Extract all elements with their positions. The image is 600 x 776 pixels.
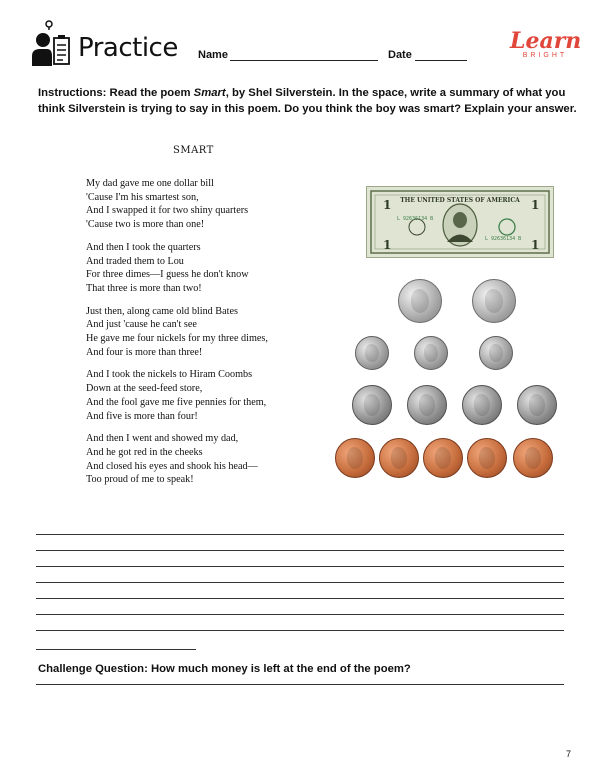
logo-subtext: BRIGHT xyxy=(522,52,568,59)
poem-line: And then I went and showed my dad, xyxy=(86,433,239,445)
page-title: Practice xyxy=(78,33,178,63)
poem-line: And five is more than four! xyxy=(86,410,198,422)
penny-coin xyxy=(379,438,419,478)
challenge-question: Challenge Question: How much money is left at the end of the poem? xyxy=(38,663,411,675)
penny-coin xyxy=(335,438,375,478)
poem-line: And four is more than three! xyxy=(86,346,203,358)
dime-coin xyxy=(414,336,448,370)
page-number: 7 xyxy=(566,749,572,759)
logo-text: Learn xyxy=(510,28,582,54)
answer-line[interactable] xyxy=(36,566,564,567)
poem-line: And just 'cause he can't see xyxy=(86,319,197,331)
bill-denomination: 1 xyxy=(383,198,392,212)
name-field[interactable] xyxy=(230,60,378,61)
challenge-answer-line[interactable] xyxy=(36,684,564,685)
poem-stanza xyxy=(86,432,336,487)
poem-line: 'Cause two is more than one! xyxy=(86,219,205,231)
bill-serial: L 92636134 B xyxy=(397,216,434,222)
learn-bright-logo xyxy=(510,30,580,60)
nickel-coin xyxy=(517,385,557,425)
quarter-coin xyxy=(472,279,516,323)
dime-coin xyxy=(355,336,389,370)
answer-line[interactable] xyxy=(36,614,564,615)
bill-denomination: 1 xyxy=(531,198,540,212)
answer-line[interactable] xyxy=(36,582,564,583)
poem-body xyxy=(86,177,336,496)
poem-line: For three dimes—I guess he don't know xyxy=(86,269,249,281)
poem-line: That three is more than two! xyxy=(86,282,202,294)
poem-line: Down at the seed-feed store, xyxy=(86,383,203,395)
poem-line: He gave me four nickels for my three dimes, xyxy=(86,333,268,345)
bill-serial: L 92636134 B xyxy=(485,236,522,242)
poem-line: And traded them to Lou xyxy=(86,255,184,267)
bill-heading: THE UNITED STATES OF AMERICA xyxy=(400,197,520,204)
poem-line: Just then, along came old blind Bates xyxy=(86,305,238,317)
poem-stanza xyxy=(86,177,336,232)
date-field[interactable] xyxy=(415,60,467,61)
answer-line[interactable] xyxy=(36,630,564,631)
answer-line[interactable] xyxy=(36,598,564,599)
poem-line: 'Cause I'm his smartest son, xyxy=(86,191,199,203)
answer-line[interactable] xyxy=(36,649,196,650)
instructions-rest: , by Shel Silverstein. In the space, write a summary of what you think Silverstein is trying to say in this poem. Do you think the boy was smart? Explain your answer. xyxy=(38,87,577,115)
instructions xyxy=(38,86,578,117)
poem-stanza xyxy=(86,241,336,296)
poem-stanza xyxy=(86,368,336,423)
date-label: Date xyxy=(388,49,412,61)
dime-coin xyxy=(479,336,513,370)
quarter-coin xyxy=(398,279,442,323)
nickel-coin xyxy=(462,385,502,425)
instructions-lead: Instructions: Read the poem xyxy=(38,87,194,99)
name-label: Name xyxy=(198,49,228,61)
poem-line: And he got red in the cheeks xyxy=(86,446,203,458)
poem-stanza xyxy=(86,305,336,360)
answer-line[interactable] xyxy=(36,550,564,551)
poem-line: My dad gave me one dollar bill xyxy=(86,178,214,189)
poem-title: SMART xyxy=(173,145,214,156)
bill-denomination: 1 xyxy=(531,238,540,252)
poem-name: Smart xyxy=(193,87,226,99)
penny-coin xyxy=(423,438,463,478)
poem-line: Too proud of me to speak! xyxy=(86,474,194,486)
poem-line: And the fool gave me five pennies for them, xyxy=(86,396,267,408)
nickel-coin xyxy=(407,385,447,425)
poem-line: And then I took the quarters xyxy=(86,241,201,253)
dollar-bill-image xyxy=(366,186,554,258)
penny-coin xyxy=(513,438,553,478)
poem-line: And I took the nickels to Hiram Coombs xyxy=(86,369,253,381)
bill-denomination: 1 xyxy=(383,238,392,252)
answer-line[interactable] xyxy=(36,534,564,535)
poem-line: And I swapped it for two shiny quarters xyxy=(86,205,249,217)
poem-line: And closed his eyes and shook his head— xyxy=(86,460,258,472)
penny-coin xyxy=(467,438,507,478)
student-worksheet-icon xyxy=(30,20,72,68)
nickel-coin xyxy=(352,385,392,425)
